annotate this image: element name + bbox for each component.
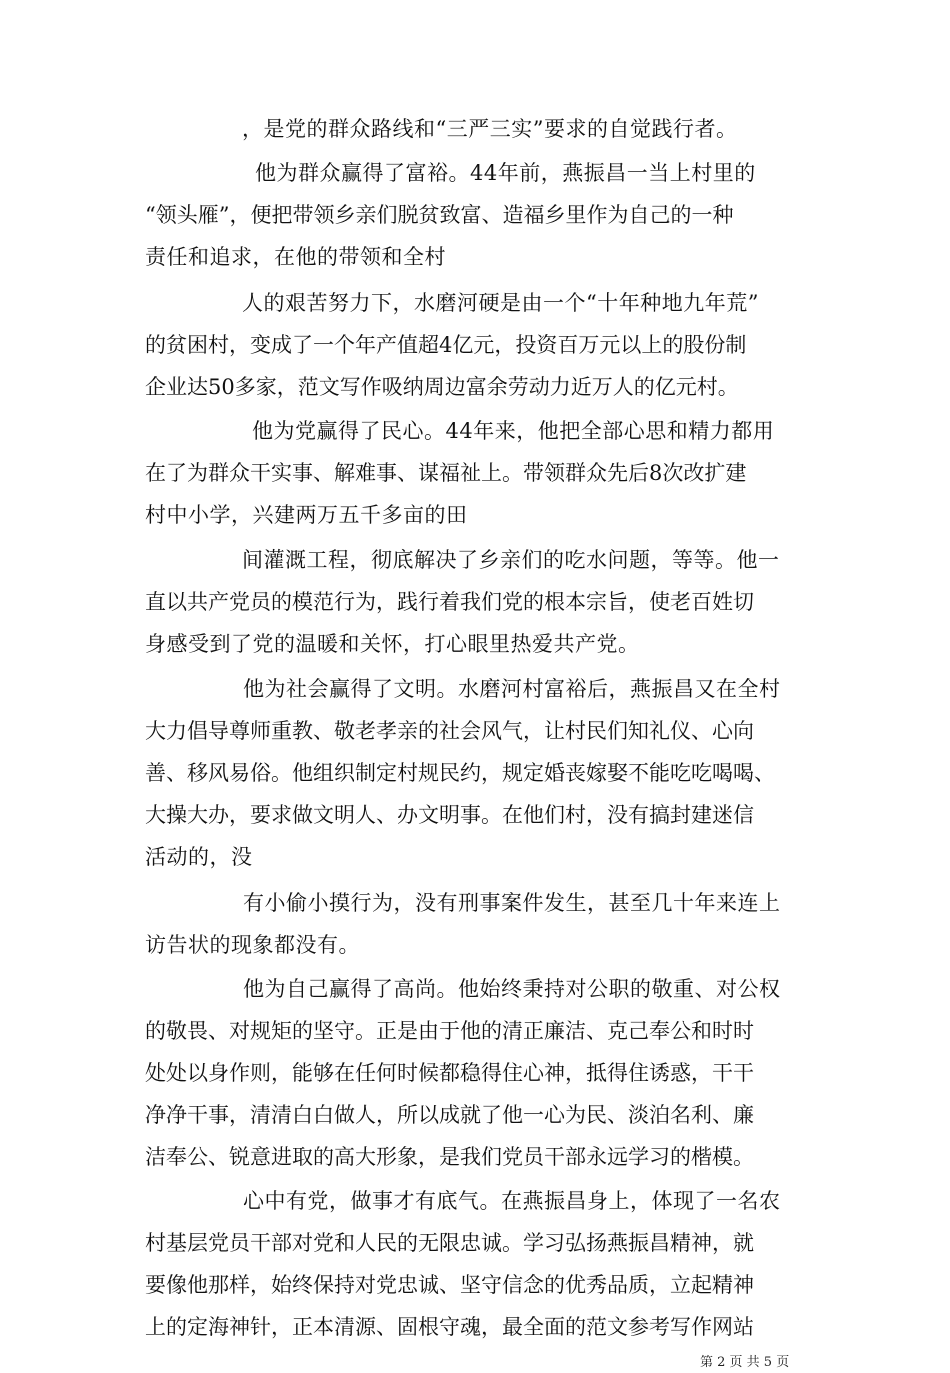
text-line: 的贫困村，变成了一个年产值超4亿元，投资百万元以上的股份制 (145, 333, 747, 357)
text-line: 上的定海神针，正本清源、固根守魂，最全面的范文参考写作网站 (145, 1315, 754, 1339)
text-line: 身感受到了党的温暖和关怀，打心眼里热爱共产党。 (145, 632, 640, 656)
text-line: 他为党赢得了民心。44年来，他把全部心思和精力都用 (252, 419, 775, 443)
text-line: 他为自己赢得了高尚。他始终秉持对公职的敬重、对公权 (243, 977, 781, 1001)
page-number: 第 2 页 共 5 页 (700, 1355, 790, 1370)
text-line: 活动的，没 (145, 845, 253, 869)
text-line: 间灌溉工程，彻底解决了乡亲们的吃水问题，等等。他一 (242, 548, 780, 572)
text-line: 企业达50多家，范文写作吸纳周边富余劳动力近万人的亿元村。 (145, 375, 739, 399)
text-line: 的敬畏、对规矩的坚守。正是由于他的清正廉洁、克己奉公和时时 (145, 1019, 754, 1043)
text-line: 净净干事，清清白白做人，所以成就了他一心为民、淡泊名利、廉 (145, 1103, 754, 1127)
text-line: “领头雁”，便把带领乡亲们脱贫致富、造福乡里作为自己的一种 (145, 203, 734, 227)
text-line: 处处以身作则，能够在任何时候都稳得住心神，抵得住诱惑，干干 (145, 1061, 754, 1085)
text-line: 他为群众赢得了富裕。44年前，燕振昌一当上村里的 (255, 161, 756, 185)
text-line: ，是党的群众路线和“三严三实”要求的自觉践行者。 (242, 117, 738, 141)
text-line: 洁奉公、锐意进取的高大形象，是我们党员干部永远学习的楷模。 (145, 1145, 754, 1169)
text-line: 他为社会赢得了文明。水磨河村富裕后，燕振昌又在全村 (243, 677, 781, 701)
text-line: 村基层党员干部对党和人民的无限忠诚。学习弘扬燕振昌精神，就 (145, 1231, 754, 1255)
text-line: 心中有党，做事才有底气。在燕振昌身上，体现了一名农 (243, 1189, 781, 1213)
text-line: 大力倡导尊师重教、敬老孝亲的社会风气，让村民们知礼仪、心向 (145, 719, 754, 743)
text-line: 大操大办，要求做文明人、办文明事。在他们村，没有搞封建迷信 (145, 803, 754, 827)
text-line: 在了为群众干实事、解难事、谋福祉上。带领群众先后8次改扩建 (145, 461, 747, 485)
text-line: 人的艰苦努力下，水磨河硬是由一个“十年种地九年荒” (242, 291, 759, 315)
text-line: 善、移风易俗。他组织制定村规民约，规定婚丧嫁娶不能吃吃喝喝、 (145, 761, 775, 785)
text-line: 责任和追求，在他的带领和全村 (145, 245, 446, 269)
text-line: 村中小学，兴建两万五千多亩的田 (145, 503, 468, 527)
text-line: 要像他那样，始终保持对党忠诚、坚守信念的优秀品质，立起精神 (145, 1273, 754, 1297)
text-line: 有小偷小摸行为，没有刑事案件发生，甚至几十年来连上 (243, 891, 781, 915)
text-line: 访告状的现象都没有。 (145, 933, 360, 957)
text-line: 直以共产党员的模范行为，践行着我们党的根本宗旨，使老百姓切 (145, 590, 754, 614)
